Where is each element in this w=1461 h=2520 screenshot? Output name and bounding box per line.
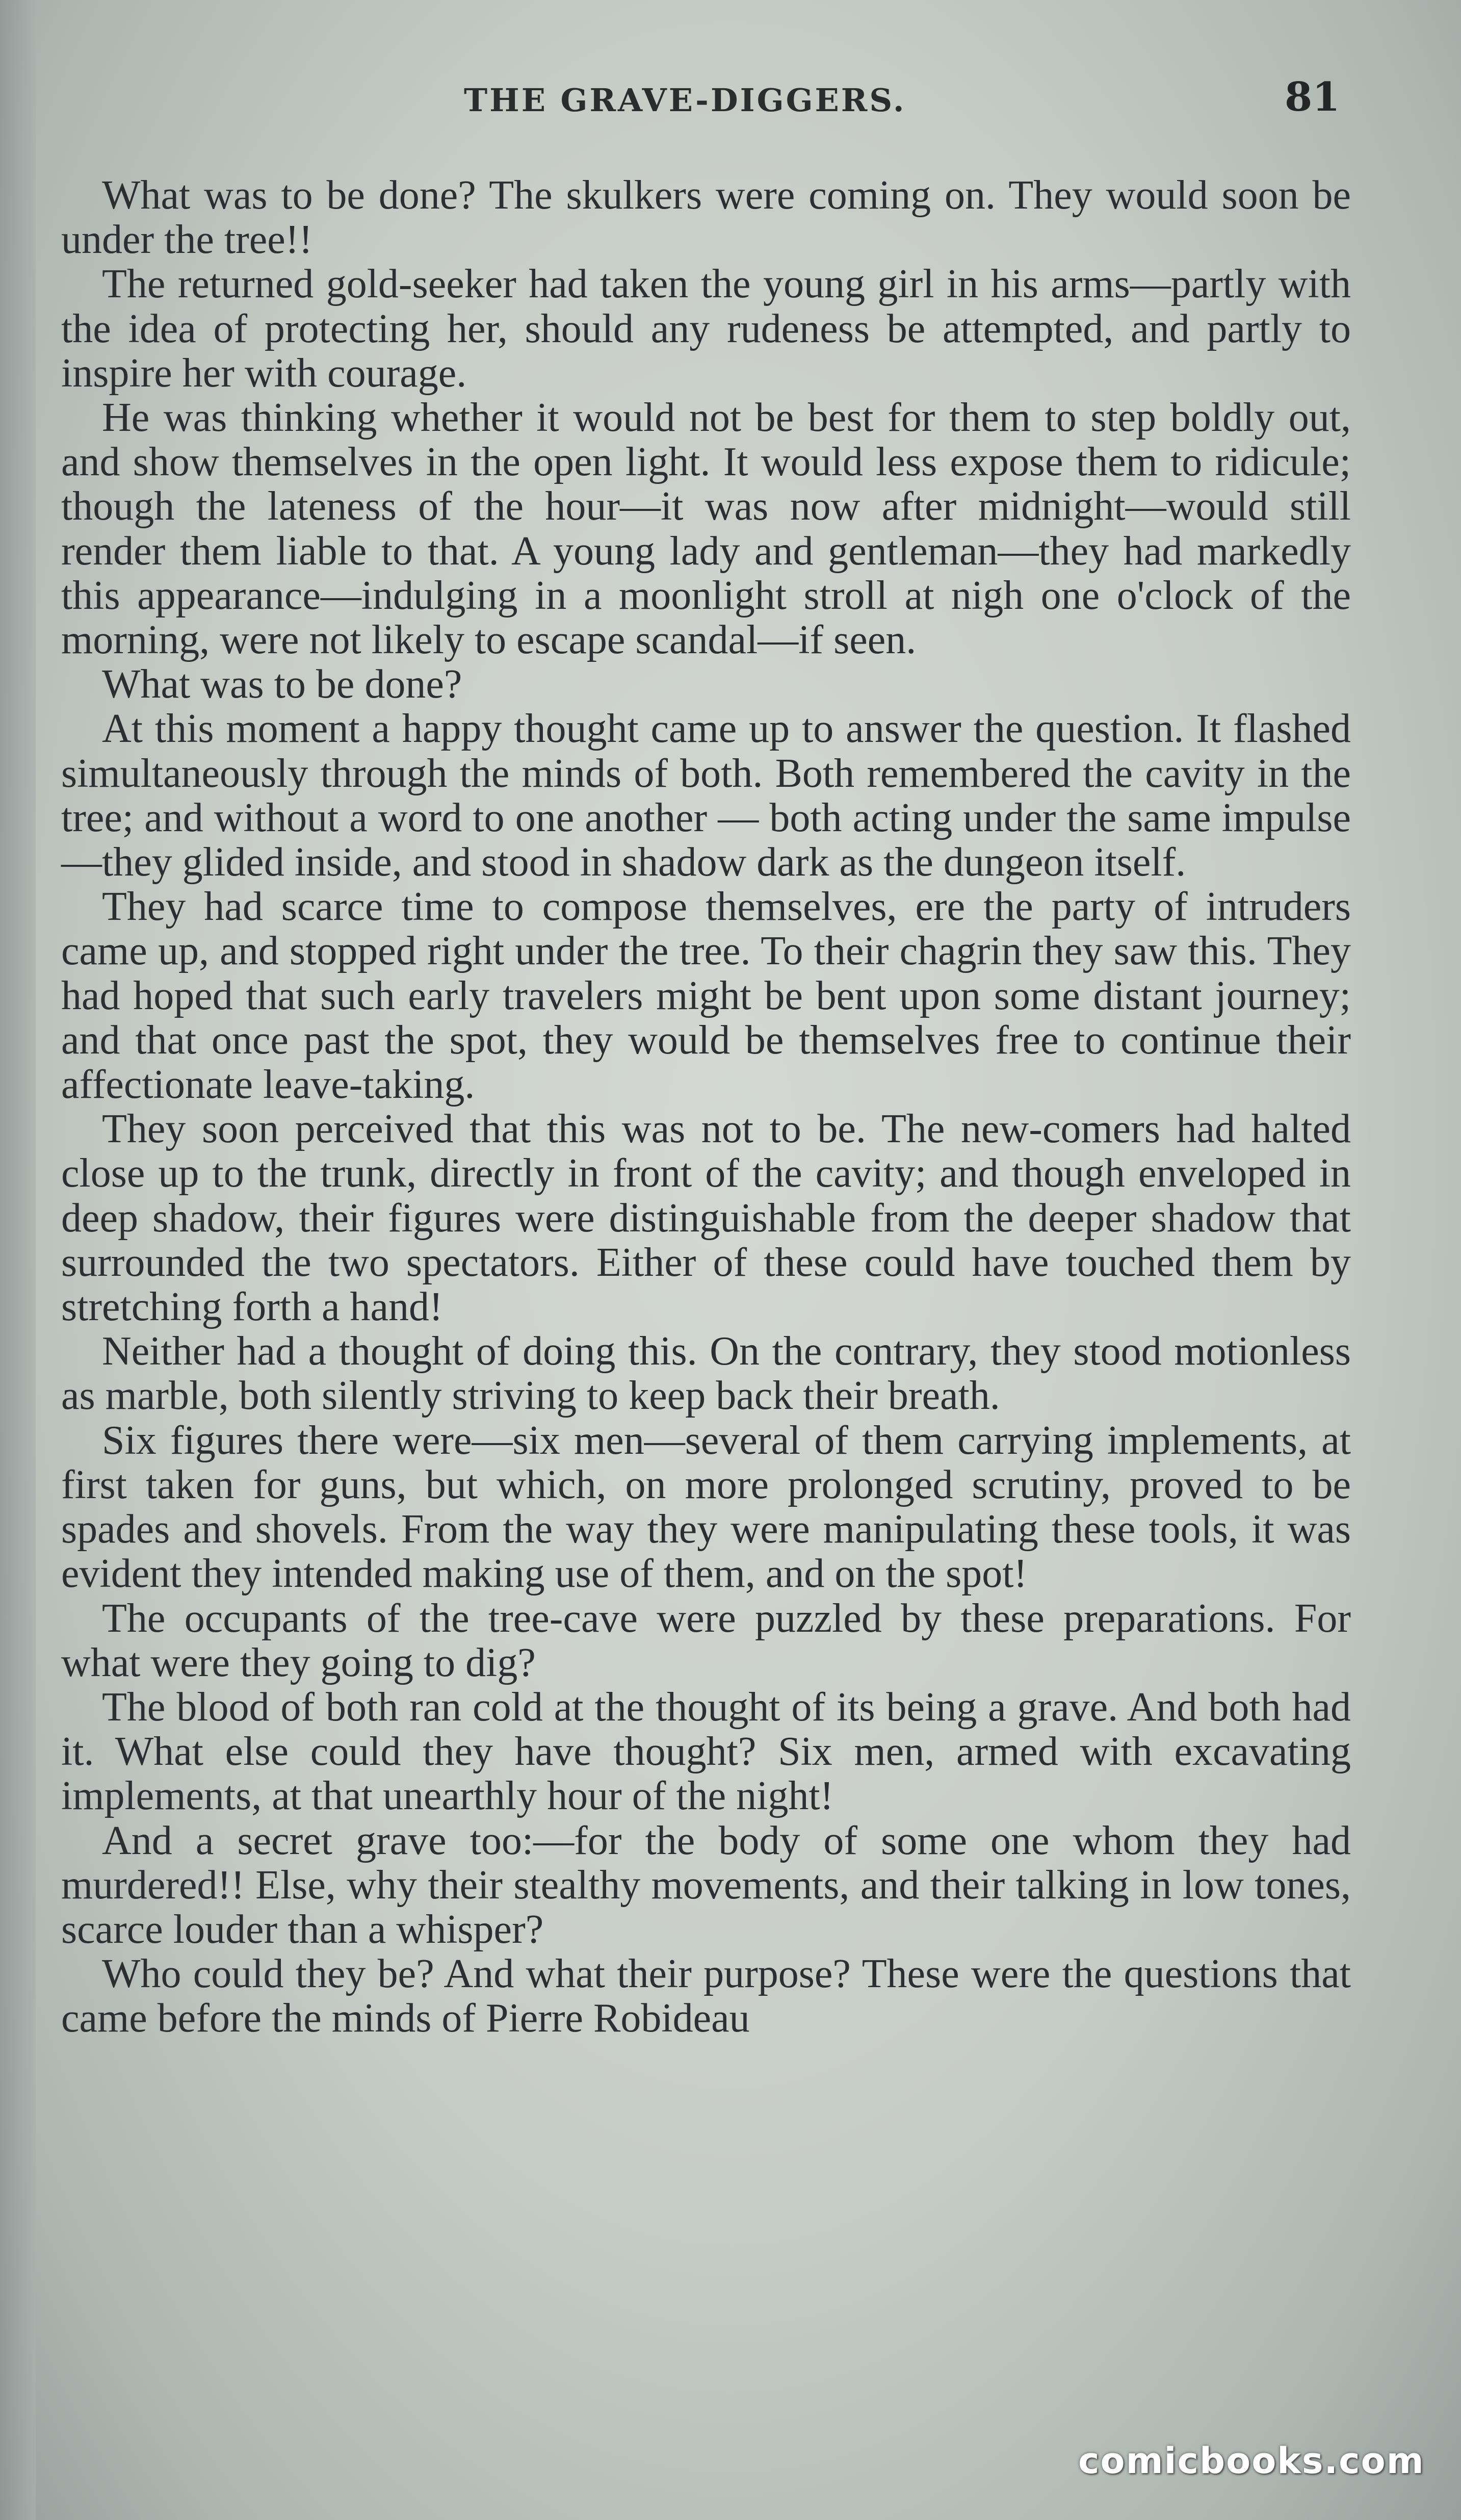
paragraph: Who could they be? And what their purpose? These were the questions that came before the minds of Pierre Robideau	[61, 1951, 1351, 2041]
page-header	[459, 74, 1376, 125]
watermark: comicbooks.com	[1078, 2440, 1425, 2482]
paragraph: They soon perceived that this was not to be. The new-comers had halted close up to the trunk, directly in front of the cavity; and though enveloped in deep shadow, their figures were distinguishable from the deeper shadow that surrounded the two spectators. Either of these could have touched them by stretching forth a hand!	[61, 1107, 1351, 1330]
paragraph: They had scarce time to compose themselves, ere the party of intruders came up, and stopped right under the tree. To their chagrin they saw this. They had hoped that such early travelers might be bent upon some distant journey; and that once past the spot, they would be themselves free to continue their affectionate leave-taking.	[61, 884, 1351, 1108]
paragraph: The blood of both ran cold at the thought of its being a grave. And both had it. What else could they have thought? Six men, armed with excavating implements, at that unearthly hour of the night!	[61, 1684, 1351, 1819]
paragraph: Neither had a thought of doing this. On the contrary, they stood motionless as marble, both silently striving to keep back their breath.	[61, 1329, 1351, 1419]
paragraph: At this moment a happy thought came up to answer the question. It flashed simultaneously through the minds of both. Both remembered the cavity in the tree; and without a word to one another — both acting under the same impulse—they glided inside, and stood in shadow dark as the dungeon itself.	[61, 706, 1351, 885]
page-number: 81	[1285, 74, 1340, 120]
paragraph: And a secret grave too:—for the body of some one whom they had murdered!! Else, why their stealthy movements, and their talking in low tones, scarce louder than a whisper?	[61, 1818, 1351, 1952]
body-text	[61, 173, 1351, 2041]
page-edge-shadow	[0, 0, 36, 2520]
paragraph: The occupants of the tree-cave were puzzled by these preparations. For what were they going to dig?	[61, 1596, 1351, 1685]
paragraph: Six figures there were—six men—several of them carrying implements, at first taken for guns, but which, on more prolonged scrutiny, proved to be spades and shovels. From the way they were manipulating these tools, it was evident they intended making use of them, and on the spot!	[61, 1418, 1351, 1597]
running-title: THE GRAVE-DIGGERS.	[464, 82, 906, 119]
paragraph: The returned gold-seeker had taken the young girl in his arms—partly with the idea of protecting her, should any rudeness be attempted, and partly to inspire her with courage.	[61, 262, 1351, 396]
paragraph: He was thinking whether it would not be best for them to step boldly out, and show themselves in the open light. It would less expose them to ridicule; though the lateness of the hour—it was now after midnight—would still render them liable to that. A young lady and gentleman—they had markedly this appearance—indulging in a moonlight stroll at nigh one o'clock of the morning, were not likely to escape scandal—if seen.	[61, 395, 1351, 663]
paragraph: What was to be done? The skulkers were coming on. They would soon be under the tree!!	[61, 173, 1351, 263]
paragraph: What was to be done?	[102, 662, 462, 707]
